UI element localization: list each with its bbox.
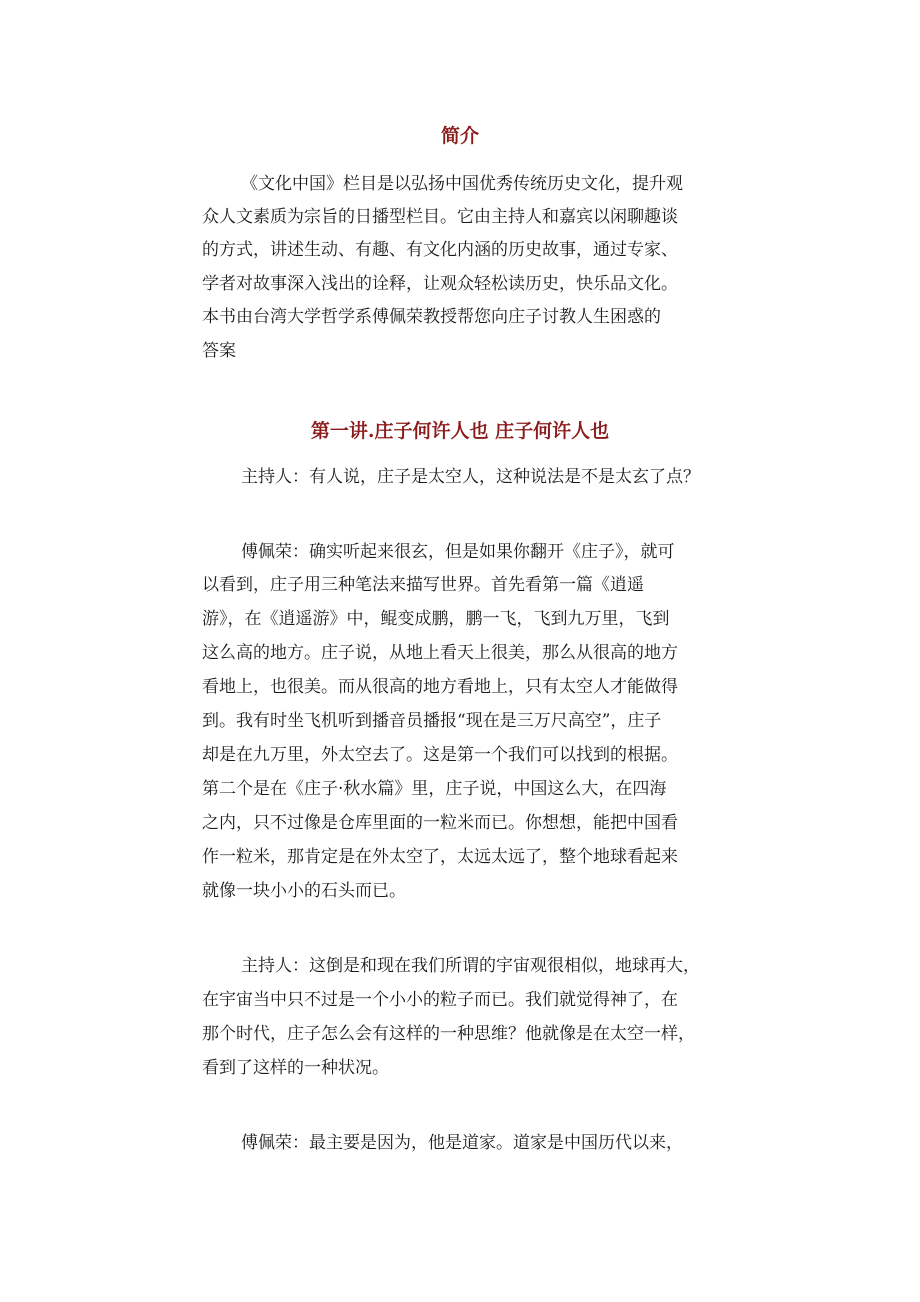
intro-line: 的方式，讲述生动、有趣、有文化内涵的历史故事，通过专家、	[202, 240, 678, 260]
intro-line: 答案	[202, 341, 236, 361]
fu-answer-1-line: 游》，在《逍遥游》中，鲲变成鹏，鹏一飞，飞到九万里，飞到	[202, 609, 670, 629]
fu-answer-1-line: 这么高的地方。庄子说，从地上看天上很美，那么从很高的地方	[202, 643, 678, 663]
host-question-2-line: 那个时代，庄子怎么会有这样的一种思维？他就像是在太空一样，	[202, 1024, 695, 1044]
fu-answer-1-line: 却是在九万里，外太空去了。这是第一个我们可以找到的根据。	[202, 745, 678, 765]
fu-answer-1-line: 到。我有时坐飞机听到播音员播报“现在是三万尺高空”，庄子	[202, 711, 662, 731]
fu-answer-1-line: 以看到，庄子用三种笔法来描写世界。首先看第一篇《逍遥	[202, 575, 644, 595]
fu-answer-1-line: 之内，只不过像是仓库里面的一粒米而已。你想想，能把中国看	[202, 813, 678, 833]
host-question-2-line: 主持人：这倒是和现在我们所谓的宇宙观很相似，地球再大，	[241, 956, 700, 976]
intro-line: 众人文素质为宗旨的日播型栏目。它由主持人和嘉宾以闲聊趣谈	[202, 207, 678, 227]
fu-answer-1-line: 作一粒米，那肯定是在外太空了，太远太远了，整个地球看起来	[202, 847, 678, 867]
fu-answer-1-line: 傅佩荣：确实听起来很玄，但是如果你翻开《庄子》，就可	[241, 542, 675, 562]
intro-line: 《文化中国》栏目是以弘扬中国优秀传统历史文化，提升观	[241, 174, 683, 194]
lecture-title: 第一讲.庄子何许人也 庄子何许人也	[310, 420, 610, 442]
host-question-1: 主持人：有人说，庄子是太空人，这种说法是不是太玄了点？	[241, 467, 700, 487]
host-question-2-line: 看到了这样的一种状况。	[202, 1058, 389, 1078]
fu-answer-1-line: 第二个是在《庄子·秋水篇》里，庄子说，中国这么大，在四海	[202, 779, 667, 799]
host-question-2-line: 在宇宙当中只不过是一个小小的粒子而已。我们就觉得神了，在	[202, 990, 678, 1010]
intro-line: 本书由台湾大学哲学系傅佩荣教授帮您向庄子讨教人生困惑的	[202, 307, 661, 327]
intro-line: 学者对故事深入浅出的诠释，让观众轻松读历史，快乐品文化。	[202, 274, 678, 294]
intro-title: 简介	[440, 125, 479, 147]
fu-answer-1-line: 看地上，也很美。而从很高的地方看地上，只有太空人才能做得	[202, 677, 678, 697]
fu-answer-1-line: 就像一块小小的石头而已。	[202, 881, 406, 901]
fu-answer-2: 傅佩荣：最主要是因为，他是道家。道家是中国历代以来，	[241, 1133, 683, 1153]
